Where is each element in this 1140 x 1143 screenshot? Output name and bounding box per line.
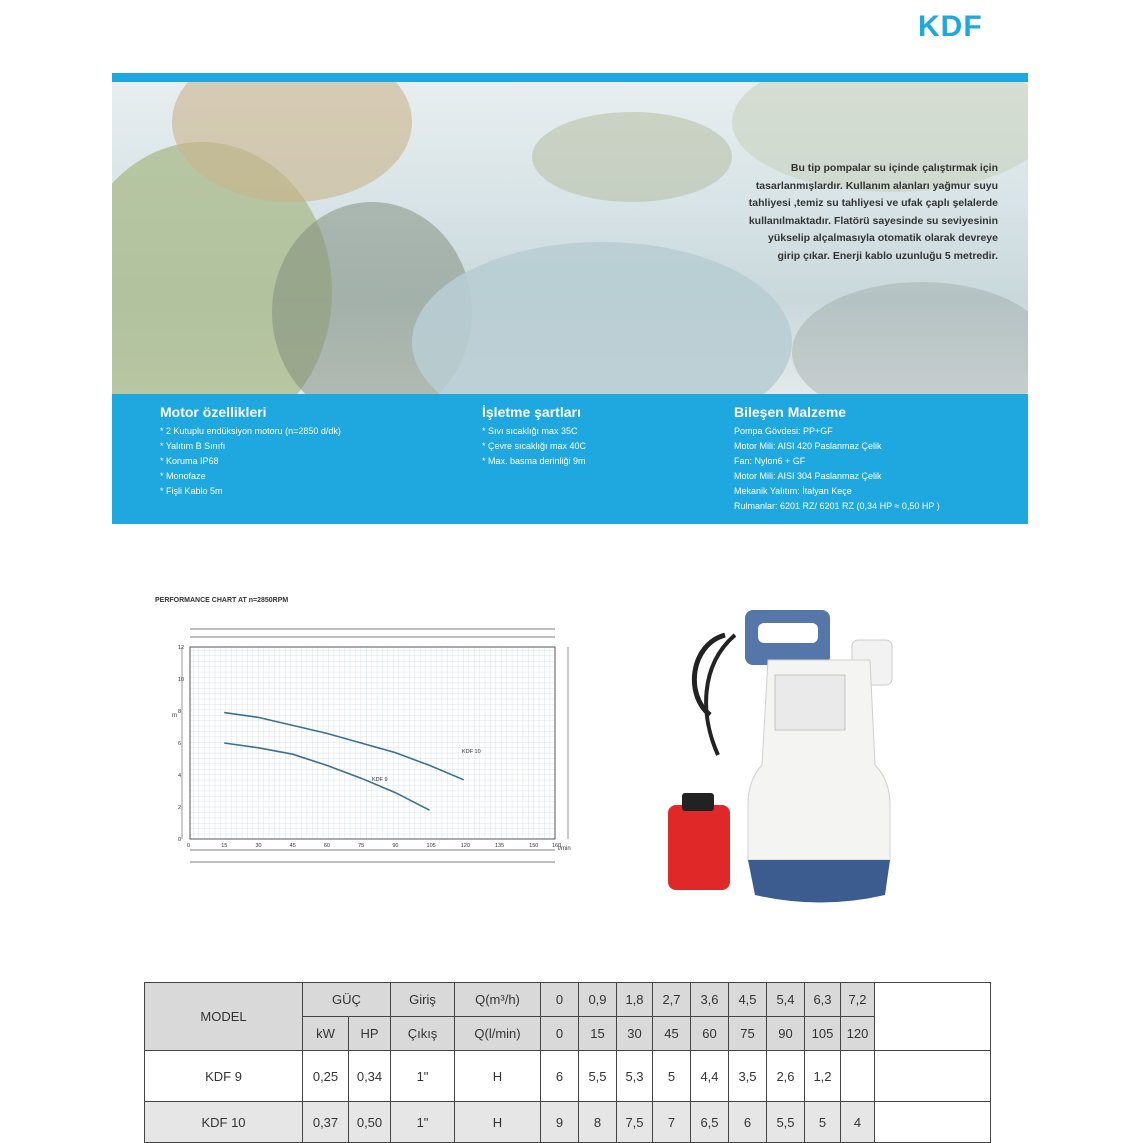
motor-features-title: Motor özellikleri [160, 404, 267, 420]
row-head-label: H [455, 1051, 541, 1102]
row-value: 6,5 [691, 1102, 729, 1143]
row-value [841, 1051, 875, 1102]
brand-logo: KDF [918, 10, 983, 43]
y-axis-label: m [172, 713, 177, 719]
row-value: 6 [541, 1051, 579, 1102]
row-value: 7,5 [617, 1102, 653, 1143]
material-item: Pompa Gövdesi: PP+GF [734, 426, 833, 436]
x-axis-label: l/min [558, 846, 571, 852]
material-item: Mekanik Yalıtım: İtalyan Keçe [734, 486, 852, 496]
y-tick-label: 10 [178, 677, 185, 683]
q-m3h-value: 0 [541, 983, 579, 1017]
x-tick-label: 90 [392, 843, 399, 849]
operation-item: * Max. basma derinliği 9m [482, 456, 586, 466]
hero-description: Bu tip pompalar su içinde çalıştırmak için tasarlanmışlardır. Kullanım alanları yağmur suyu tahliyesi ,temiz su tahliyesi ve ufak çaplı şelalerde kullanılmaktadır. Flatörü sayesinde su seviyesinin yükselip alçalmasıyla otomatik olarak devreye girip çıkar. Enerji kablo uzunluğu 5 metredir. [748, 162, 998, 262]
header-inlet: Giriş [391, 983, 455, 1017]
q-lmin-value: 30 [617, 1017, 653, 1051]
row-model: KDF 9 [145, 1051, 303, 1102]
header-outlet: Çıkış [391, 1017, 455, 1051]
y-tick-label: 2 [178, 805, 182, 811]
q-lmin-value: 90 [767, 1017, 805, 1051]
hero-image [112, 82, 1028, 394]
x-tick-label: 60 [323, 843, 330, 849]
header-model: MODEL [145, 983, 303, 1051]
component-materials-title: Bileşen Malzeme [734, 404, 847, 420]
x-tick-label: 105 [426, 843, 436, 849]
row-model: KDF 10 [145, 1102, 303, 1143]
q-m3h-value: 7,2 [841, 983, 875, 1017]
row-value: 7 [653, 1102, 691, 1143]
empty-cell [875, 983, 991, 1051]
q-lmin-value: 45 [653, 1017, 691, 1051]
row-kw: 0,37 [303, 1102, 349, 1143]
motor-feature-item: * Monofaze [160, 471, 206, 481]
row-value: 2,6 [767, 1051, 805, 1102]
row-value: 5 [805, 1102, 841, 1143]
row-value: 8 [579, 1102, 617, 1143]
row-value: 3,5 [729, 1051, 767, 1102]
motor-feature-item: * 2 Kutuplu endüksiyon motoru (n=2850 d/dk) [160, 426, 341, 436]
y-tick-label: 6 [178, 741, 182, 747]
q-lmin-value: 105 [805, 1017, 841, 1051]
header-kw: kW [303, 1017, 349, 1051]
x-tick-label: 150 [529, 843, 539, 849]
performance-chart [150, 597, 580, 897]
header-q-lmin: Q(l/min) [455, 1017, 541, 1051]
x-tick-label: 135 [494, 843, 505, 849]
material-item: Motor Mili: AISI 420 Paslanmaz Çelik [734, 441, 882, 451]
q-m3h-value: 1,8 [617, 983, 653, 1017]
q-m3h-value: 4,5 [729, 983, 767, 1017]
empty-cell [875, 1102, 991, 1143]
y-tick-label: 8 [178, 709, 182, 715]
material-item: Fan: Nylon6 + GF [734, 456, 806, 466]
series-label-kdf10: KDF 10 [462, 749, 481, 755]
q-lmin-value: 120 [841, 1017, 875, 1051]
q-m3h-value: 2,7 [653, 983, 691, 1017]
operation-item: * Sıvı sıcaklığı max 35C [482, 426, 578, 436]
x-tick-label: 160 [552, 843, 562, 849]
specification-table [144, 982, 991, 1143]
x-tick-label: 45 [289, 843, 296, 849]
table-row [145, 1102, 991, 1143]
q-m3h-value: 6,3 [805, 983, 841, 1017]
chart-title: PERFORMANCE CHART AT n=2850RPM [155, 597, 289, 604]
x-tick-label: 0 [187, 843, 191, 849]
feature-band [112, 394, 1028, 524]
row-value: 4,4 [691, 1051, 729, 1102]
motor-features [160, 404, 341, 499]
row-value: 4 [841, 1102, 875, 1143]
top-accent-bar [112, 73, 1028, 82]
y-tick-label: 4 [178, 773, 182, 779]
row-value: 1,2 [805, 1051, 841, 1102]
q-lmin-value: 0 [541, 1017, 579, 1051]
material-item: Motor Mili: AISI 304 Paslanmaz Çelik [734, 471, 882, 481]
pump-illustration [660, 605, 910, 915]
q-m3h-value: 0,9 [579, 983, 617, 1017]
row-kw: 0,25 [303, 1051, 349, 1102]
empty-cell [875, 1051, 991, 1102]
q-m3h-value: 3,6 [691, 983, 729, 1017]
header-power: GÜÇ [303, 983, 391, 1017]
x-tick-label: 75 [358, 843, 365, 849]
component-materials [734, 404, 940, 514]
x-tick-label: 30 [255, 843, 262, 849]
row-value: 9 [541, 1102, 579, 1143]
q-m3h-value: 5,4 [767, 983, 805, 1017]
operation-conditions [482, 404, 586, 469]
q-lmin-value: 75 [729, 1017, 767, 1051]
q-lmin-value: 60 [691, 1017, 729, 1051]
operation-item: * Çevre sıcaklığı max 40C [482, 441, 587, 451]
motor-feature-item: * Koruma IP68 [160, 456, 219, 466]
motor-feature-item: * Yalıtım B Sınıfı [160, 441, 226, 451]
row-head-label: H [455, 1102, 541, 1143]
row-connection: 1" [391, 1051, 455, 1102]
header-q-m3h: Q(m³/h) [455, 983, 541, 1017]
q-lmin-value: 15 [579, 1017, 617, 1051]
motor-feature-item: * Fişli Kablo 5m [160, 486, 223, 496]
operation-conditions-title: İşletme şartları [482, 404, 581, 420]
row-hp: 0,50 [349, 1102, 391, 1143]
x-tick-label: 15 [221, 843, 228, 849]
row-value: 5,5 [767, 1102, 805, 1143]
pump-image [660, 605, 910, 915]
row-value: 6 [729, 1102, 767, 1143]
y-tick-label: 12 [178, 645, 185, 651]
row-hp: 0,34 [349, 1051, 391, 1102]
x-tick-label: 120 [460, 843, 470, 849]
row-value: 5 [653, 1051, 691, 1102]
performance-chart-svg [150, 607, 580, 897]
table-row [145, 1051, 991, 1102]
row-value: 5,3 [617, 1051, 653, 1102]
header-hp: HP [349, 1017, 391, 1051]
series-label-kdf9: KDF 9 [372, 777, 388, 783]
material-item: Rulmanlar: 6201 RZ/ 6201 RZ (0,34 HP ≈ 0,50 HP ) [734, 501, 940, 511]
y-tick-label: 0 [178, 837, 182, 843]
row-value: 5,5 [579, 1051, 617, 1102]
row-connection: 1" [391, 1102, 455, 1143]
